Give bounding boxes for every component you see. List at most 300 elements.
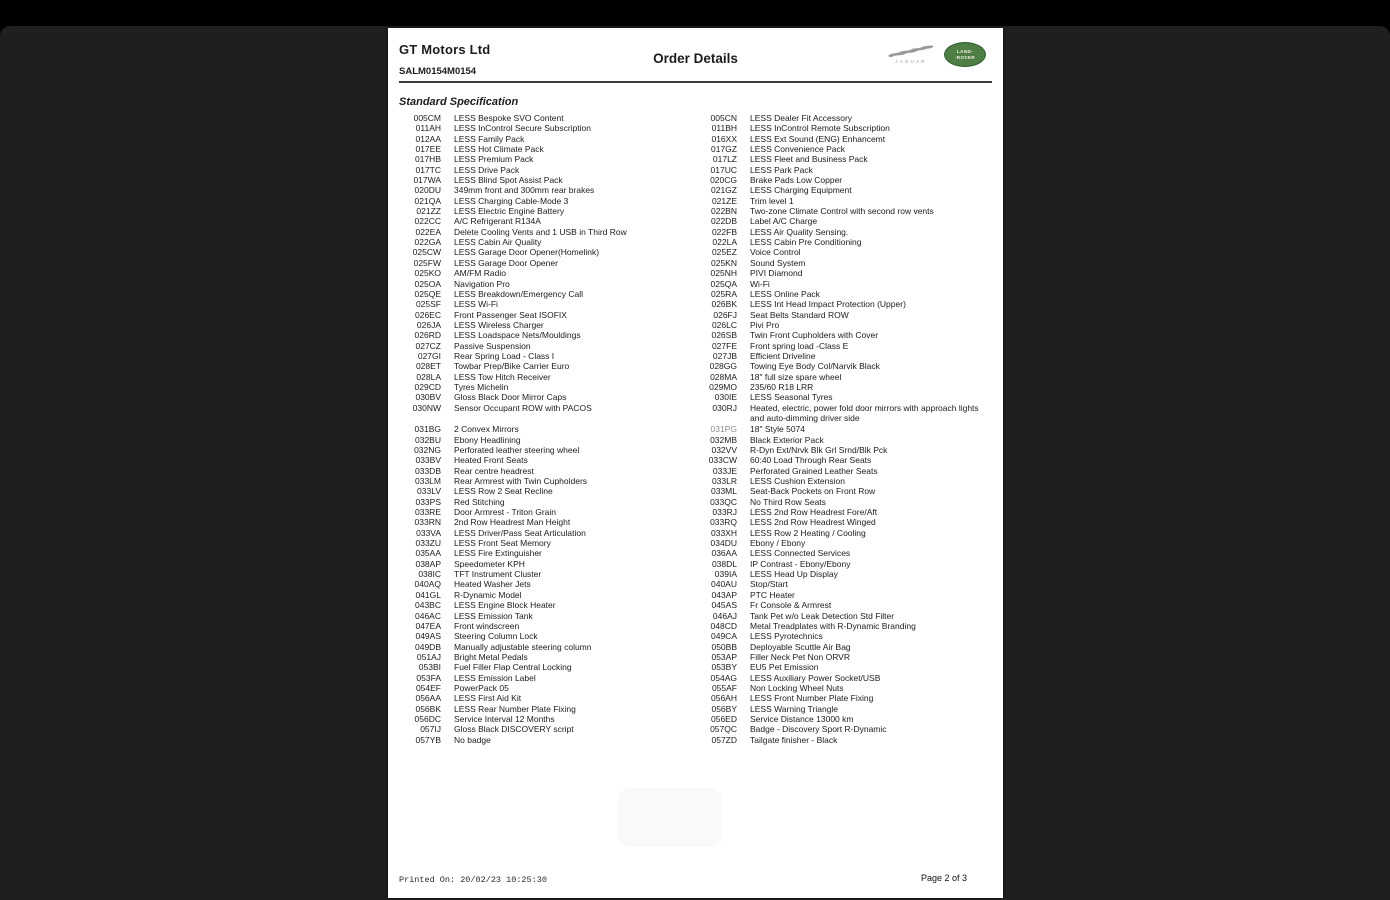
spec-code: 056ED (711, 713, 737, 724)
spec-row (399, 279, 695, 289)
spec-row (399, 144, 695, 154)
spec-row (695, 424, 1002, 434)
spec-desc: LESS Fleet and Business Pack (750, 154, 868, 165)
spec-row (695, 683, 1002, 693)
spec-code: 011BH (711, 123, 737, 134)
spec-row (695, 310, 1002, 320)
spec-code: 028ET (415, 361, 441, 372)
spec-desc: Door Armrest - Triton Grain (454, 507, 557, 518)
spec-row (695, 196, 1002, 206)
spec-code: 049AS (415, 631, 441, 642)
spec-row (399, 579, 695, 589)
spec-desc: Tailgate finisher - Black (750, 734, 838, 745)
spec-row (695, 538, 1002, 548)
spec-row (695, 507, 1002, 517)
spec-code: 035AA (415, 548, 441, 559)
brand-logos (886, 42, 986, 67)
spec-row (399, 631, 695, 641)
spec-code: 026FJ (713, 309, 737, 320)
spec-code: 038IC (418, 569, 441, 580)
spec-code: 057ZD (711, 734, 737, 745)
spec-code: 025CW (412, 247, 441, 258)
spec-code: 032NG (414, 445, 441, 455)
spec-code: 053FA (416, 672, 441, 683)
spec-code: 025QE (414, 288, 441, 299)
spec-desc: LESS Park Pack (750, 164, 813, 175)
spec-row (695, 652, 1002, 662)
spec-row (695, 123, 1002, 133)
header-divider (399, 81, 992, 83)
spec-desc: LESS Garage Door Opener(Homelink) (454, 247, 600, 258)
spec-code: 017HB (415, 154, 441, 165)
spec-row (695, 486, 1002, 496)
spec-row (399, 361, 695, 371)
spec-desc: LESS Fire Extinguisher (454, 548, 542, 559)
spec-row (695, 258, 1002, 268)
spec-code: 048CD (710, 620, 737, 631)
spec-desc: LESS InControl Secure Subscription (454, 123, 592, 134)
spec-desc: LESS Front Seat Memory (454, 538, 551, 549)
spec-row (399, 435, 695, 445)
spec-desc: LESS Charging Equipment (750, 185, 852, 196)
specification-list (388, 113, 1003, 745)
spec-desc: Efficient Driveline (750, 350, 816, 361)
spec-code: 022CC (414, 216, 441, 227)
dealer-name: GT Motors Ltd (399, 42, 491, 57)
spec-row (399, 497, 695, 507)
spec-code: 056AA (415, 693, 441, 704)
spec-desc: LESS 2nd Row Headrest Fore/Aft (750, 507, 878, 518)
spec-desc: LESS Electric Engine Battery (454, 206, 565, 217)
spec-row (695, 289, 1002, 299)
spec-row (695, 247, 1002, 257)
spec-desc: Front spring load -Class E (750, 340, 849, 351)
spec-desc: Service Interval 12 Months (454, 713, 555, 724)
spec-desc: Bright Metal Pedals (454, 651, 528, 662)
spec-desc: Towbar Prep/Bike Carrier Euro (454, 361, 570, 372)
spec-row (695, 134, 1002, 144)
spec-code: 026SB (711, 330, 737, 341)
spec-desc: LESS Rear Number Plate Fixing (454, 703, 576, 714)
spec-desc: Gloss Black Door Mirror Caps (454, 392, 567, 403)
spec-desc: LESS Bespoke SVO Content (454, 113, 564, 123)
spec-code: 017GZ (711, 144, 737, 155)
spec-row (399, 175, 695, 185)
spec-row (695, 382, 1002, 392)
spec-desc: Heated Front Seats (454, 455, 528, 466)
spec-row (695, 361, 1002, 371)
spec-row (399, 517, 695, 527)
spec-row (695, 227, 1002, 237)
spec-row (399, 486, 695, 496)
spec-row (695, 579, 1002, 589)
spec-desc: PIVI Diamond (750, 268, 803, 279)
spec-row (399, 662, 695, 672)
order-reference: SALM0154M0154 (399, 66, 477, 77)
land-rover-wordmark-bottom: -ROVER (954, 54, 976, 60)
spec-desc: LESS Wireless Charger (454, 319, 544, 330)
spec-desc: LESS First Aid Kit (454, 693, 522, 704)
spec-code: 017TC (415, 164, 441, 175)
page-title: Order Details (653, 51, 738, 66)
spec-section (388, 424, 1003, 745)
spec-row (399, 289, 695, 299)
spec-row (695, 600, 1002, 610)
spec-desc: PowerPack 05 (454, 682, 509, 693)
spec-code: 030NW (412, 402, 441, 413)
spec-row (399, 724, 695, 734)
spec-code: 046AC (415, 610, 441, 621)
spec-row (399, 735, 695, 745)
jaguar-cat-icon (886, 45, 936, 58)
section-title: Standard Specification (399, 96, 519, 108)
spec-desc: Brake Pads Low Copper (750, 175, 843, 186)
spec-row (695, 590, 1002, 600)
spec-row (695, 445, 1002, 455)
spec-code: 021QA (414, 195, 441, 206)
spec-desc: LESS Online Pack (750, 288, 820, 299)
spec-row (695, 435, 1002, 445)
spec-row (399, 714, 695, 724)
spec-desc: LESS Tow Hitch Receiver (454, 371, 551, 382)
spec-column-left (388, 113, 695, 413)
spec-row (695, 154, 1002, 164)
spec-row (399, 693, 695, 703)
spec-row (399, 310, 695, 320)
spec-code: 045AS (711, 600, 737, 611)
spec-row (695, 268, 1002, 278)
document-header (399, 28, 992, 84)
spec-column-right (695, 113, 1002, 423)
spec-desc: Navigation Pro (454, 278, 510, 289)
spec-code: 055AF (711, 682, 737, 693)
spec-row (399, 455, 695, 465)
spec-code: 057IJ (420, 724, 441, 735)
spec-row (695, 206, 1002, 216)
spec-desc: LESS Head Up Display (750, 569, 838, 580)
spec-desc: Ebony / Ebony (750, 538, 806, 549)
spec-code: 022GA (414, 237, 441, 248)
spec-row (695, 320, 1002, 330)
spec-code: 033ML (711, 486, 737, 497)
spec-desc: Rear Armrest with Twin Cupholders (454, 476, 588, 487)
spec-desc: LESS Row 2 Seat Recline (454, 486, 553, 497)
spec-desc: Seat Belts Standard ROW (750, 309, 849, 320)
spec-desc: PTC Heater (750, 589, 795, 600)
spec-code: 016XX (711, 133, 737, 144)
spec-desc: Seat-Back Pockets on Front Row (750, 486, 876, 497)
spec-row (399, 611, 695, 621)
spec-desc: Tyres Michelin (454, 381, 509, 392)
spec-code: 028GG (709, 361, 737, 372)
spec-desc: Speedometer KPH (454, 558, 525, 569)
spec-code: 030RJ (712, 402, 737, 413)
spec-desc: LESS Auxiliary Power Socket/USB (750, 672, 881, 683)
spec-desc: LESS Family Pack (454, 133, 525, 144)
spec-row (399, 424, 695, 434)
spec-desc: R-Dyn Ext/Nrvk Blk Grl Srnd/Blk Pck (750, 445, 888, 455)
spec-code: 030IE (714, 392, 737, 403)
spec-code: 033VA (416, 527, 441, 538)
spec-row (399, 392, 695, 402)
spec-desc: LESS Premium Pack (454, 154, 534, 165)
spec-code: 020DU (414, 185, 441, 196)
spec-row (695, 279, 1002, 289)
spec-desc: LESS Front Number Plate Fixing (750, 693, 874, 704)
spec-row (399, 216, 695, 226)
spec-row (695, 476, 1002, 486)
spec-desc: LESS Dealer Fit Accessory (750, 113, 853, 123)
spec-desc: Red Stitching (454, 496, 505, 507)
spec-row (399, 123, 695, 133)
spec-desc: R-Dynamic Model (454, 589, 522, 600)
spec-row (695, 548, 1002, 558)
spec-desc: Heated, electric, power fold door mirrors with approach lights and auto-dimming driver side (750, 402, 979, 423)
spec-code: 022FB (711, 226, 737, 237)
spec-code: 027GI (417, 350, 441, 361)
spec-code: 022EA (415, 226, 441, 237)
spec-desc: Fuel Filler Flap Central Locking (454, 662, 572, 673)
spec-code: 033LM (415, 476, 441, 487)
spec-desc: LESS Blind Spot Assist Pack (454, 175, 563, 186)
spec-code: 005CM (413, 113, 441, 123)
spec-desc: Metal Treadplates with R-Dynamic Branding (750, 620, 916, 631)
spec-code: 033ZU (415, 538, 441, 549)
spec-code: 022DB (711, 216, 737, 227)
spec-row (399, 673, 695, 683)
spec-row (399, 528, 695, 538)
spec-desc: LESS Breakdown/Emergency Call (454, 288, 583, 299)
spec-desc: Front Passenger Seat ISOFIX (454, 309, 567, 320)
spec-desc: 18" full size spare wheel (750, 371, 842, 382)
spec-row (399, 403, 695, 413)
spec-desc: Rear Spring Load - Class I (454, 350, 555, 361)
spec-desc: Tank Pet w/o Leak Detection Std Filter (750, 610, 895, 621)
spec-desc: LESS Loadspace Nets/Mouldings (454, 330, 581, 341)
spec-desc: Trim level 1 (750, 195, 794, 206)
spec-desc: LESS Driver/Pass Seat Articulation (454, 527, 586, 538)
spec-row (399, 258, 695, 268)
spec-code: 027JB (712, 350, 737, 361)
spec-row (695, 403, 1002, 424)
spec-code: 028MA (710, 371, 737, 382)
spec-code: 022BN (711, 206, 737, 217)
spec-code: 025NH (710, 268, 737, 279)
spec-row (399, 476, 695, 486)
spec-desc: Non Locking Wheel Nuts (750, 682, 844, 693)
spec-desc: Wi-Fi (750, 278, 770, 289)
spec-row (399, 268, 695, 278)
spec-code: 030BV (415, 392, 441, 403)
spec-desc: Badge - Discovery Sport R-Dynamic (750, 724, 887, 735)
spec-code: 025OA (414, 278, 441, 289)
spec-row (695, 621, 1002, 631)
spec-code: 027FE (711, 340, 737, 351)
spec-desc: LESS Pyrotechnics (750, 631, 823, 642)
spec-code: 040AU (711, 579, 737, 590)
spec-row (695, 372, 1002, 382)
spec-row (695, 517, 1002, 527)
spec-code: 029MO (709, 381, 737, 392)
spec-desc: No Third Row Seats (750, 496, 826, 507)
spec-code: 032MB (710, 434, 737, 445)
spec-row (695, 704, 1002, 714)
spec-row (399, 185, 695, 195)
spec-desc: LESS Int Head Impact Protection (Upper) (750, 299, 906, 310)
spec-desc: Rear centre headrest (454, 465, 534, 476)
spec-row (695, 662, 1002, 672)
spec-code: 056AH (711, 693, 737, 704)
spec-row (695, 165, 1002, 175)
spec-code: 033PS (415, 496, 441, 507)
spec-desc: LESS Ext Sound (ENG) Enhancemt (750, 133, 886, 144)
spec-row (399, 569, 695, 579)
spec-code: 033RJ (712, 507, 737, 518)
spec-code: 033BV (415, 455, 441, 466)
spec-row (399, 341, 695, 351)
spec-row (399, 351, 695, 361)
spec-code: 049DB (415, 641, 441, 652)
spec-code: 026EC (415, 309, 441, 320)
spec-code: 033LV (417, 486, 441, 497)
spec-desc: 235/60 R18 LRR (750, 381, 814, 392)
spec-code: 054EF (415, 682, 441, 693)
spec-code: 017EE (415, 144, 441, 155)
spec-row (695, 569, 1002, 579)
spec-desc: LESS Air Quality Sensing. (750, 226, 849, 237)
spec-code: 028LA (416, 371, 441, 382)
spec-row (399, 652, 695, 662)
spec-row (695, 144, 1002, 154)
spec-row (399, 538, 695, 548)
spec-row (399, 507, 695, 517)
spec-desc: LESS 2nd Row Headrest Winged (750, 517, 876, 528)
document-page (388, 28, 1003, 898)
spec-desc: Label A/C Charge (750, 216, 818, 227)
spec-row (695, 113, 1002, 123)
spec-code: 025KO (414, 268, 441, 279)
spec-desc: LESS Engine Block Heater (454, 600, 556, 611)
spec-row (399, 196, 695, 206)
jaguar-logo (886, 45, 936, 64)
spec-code: 025KN (711, 257, 737, 268)
spec-code: 033RE (415, 507, 441, 518)
spec-column-right (695, 424, 1002, 745)
spec-desc: Pivi Pro (750, 319, 780, 330)
spec-desc: Towing Eye Body Col/Narvik Black (750, 361, 880, 372)
spec-code: 033RN (414, 517, 441, 528)
spec-row (695, 175, 1002, 185)
spec-desc: LESS Warning Triangle (750, 703, 839, 714)
spec-desc: LESS Drive Pack (454, 164, 520, 175)
spec-desc: Passive Suspension (454, 340, 531, 351)
spec-code: 031BG (414, 424, 441, 435)
spec-row (399, 299, 695, 309)
spec-desc: 18" Style 5074 (750, 424, 806, 435)
spec-code: 034DU (710, 538, 737, 549)
spec-desc: Fr Console & Armrest (750, 600, 832, 611)
printed-on-timestamp: Printed On: 20/02/23 10:25:30 (399, 875, 547, 885)
spec-code: 021GZ (711, 185, 737, 196)
spec-desc: LESS InControl Remote Subscription (750, 123, 890, 134)
spec-code: 029CD (414, 381, 441, 392)
spec-code: 054AG (710, 672, 737, 683)
spec-row (399, 247, 695, 257)
spec-desc: Black Exterior Pack (750, 434, 824, 445)
spec-row (399, 165, 695, 175)
spec-code: 040AQ (414, 579, 441, 590)
spec-code: 033CW (708, 455, 737, 466)
spec-code: 033DB (415, 465, 441, 476)
spec-code: 025SF (415, 299, 441, 310)
spec-row (695, 299, 1002, 309)
spec-row (695, 673, 1002, 683)
spec-row (399, 683, 695, 693)
spec-code: 021ZE (711, 195, 737, 206)
spec-code: 012AA (415, 133, 441, 144)
spec-row (399, 382, 695, 392)
spec-code: 025FW (413, 257, 441, 268)
spec-code: 050BB (711, 641, 737, 652)
spec-row (695, 330, 1002, 340)
spec-code: 026LC (711, 319, 737, 330)
spec-desc: Sound System (750, 257, 806, 268)
spec-code: 026JA (416, 319, 441, 330)
spec-row (399, 590, 695, 600)
spec-row (695, 611, 1002, 621)
spec-row (399, 621, 695, 631)
spec-desc: 2 Convex Mirrors (454, 424, 519, 435)
spec-row (695, 724, 1002, 734)
jaguar-wordmark: JAGUAR (895, 59, 927, 64)
spec-desc: LESS Charging Cable-Mode 3 (454, 195, 569, 206)
spec-desc: 2nd Row Headrest Man Height (454, 517, 571, 528)
spec-desc: LESS Convenience Pack (750, 144, 845, 155)
spec-section (388, 113, 1003, 423)
spec-code: 017UC (710, 164, 737, 175)
spec-row (695, 185, 1002, 195)
spec-code: 020CG (710, 175, 737, 186)
spec-code: 031PG (710, 424, 737, 435)
spec-row (695, 693, 1002, 703)
spec-desc: LESS Row 2 Heating / Cooling (750, 527, 866, 538)
spec-desc: No badge (454, 734, 491, 745)
spec-code: 041GL (415, 589, 441, 600)
spec-desc: LESS Cabin Pre Conditioning (750, 237, 862, 248)
spec-row (399, 227, 695, 237)
spec-desc: LESS Garage Door Opener (454, 257, 558, 268)
spec-desc: Stop/Start (750, 579, 788, 590)
spec-desc: A/C Refrigerant R134A (454, 216, 541, 227)
spec-desc: LESS Emission Tank (454, 610, 533, 621)
spec-row (695, 735, 1002, 745)
spec-code: 027CZ (415, 340, 441, 351)
spec-row (399, 600, 695, 610)
spec-row (695, 497, 1002, 507)
spec-row (695, 466, 1002, 476)
spec-code: 038AP (415, 558, 441, 569)
spec-row (399, 206, 695, 216)
spec-code: 022LA (712, 237, 737, 248)
spec-code: 026RD (414, 330, 441, 341)
spec-row (399, 445, 695, 455)
spec-desc: Twin Front Cupholders with Cover (750, 330, 879, 341)
spec-desc: LESS Cushion Extension (750, 476, 845, 487)
spec-row (695, 631, 1002, 641)
spec-desc: 349mm front and 300mm rear brakes (454, 185, 595, 196)
spec-desc: LESS Connected Services (750, 548, 851, 559)
spec-code: 033JE (712, 465, 737, 476)
